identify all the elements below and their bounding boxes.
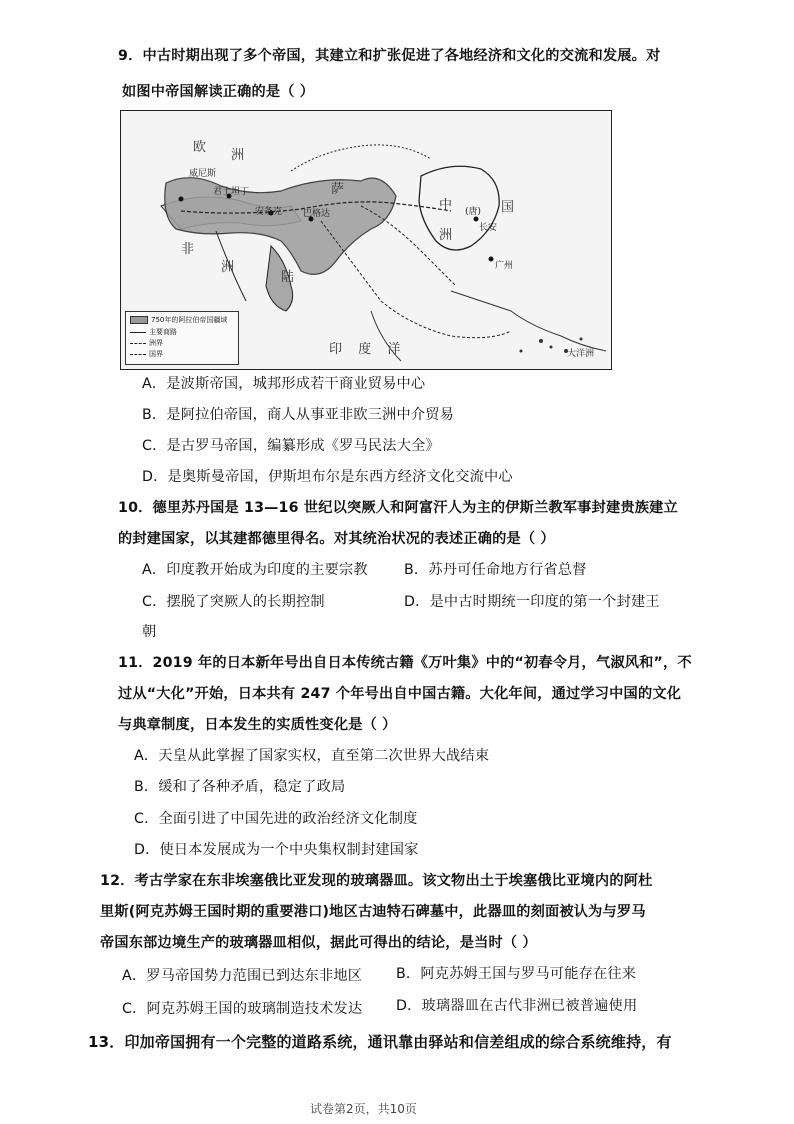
legend-line-swatch (130, 332, 146, 333)
q11-stem-line3: 与典章制度，日本发生的实质性变化是（ ） (118, 717, 397, 733)
q10-option-d-cont: 朝 (142, 624, 157, 640)
q12-stem-line1: 12．考古学家在东非埃塞俄比亚发现的玻璃器皿。该文物出土于埃塞俄比亚境内的阿杜 (100, 873, 653, 889)
map-label-dayang: 大洋洲 (567, 349, 595, 359)
legend-item1: 750年的阿拉伯帝国疆域 (151, 316, 228, 324)
map-label-guangzhou: 广州 (495, 261, 514, 271)
map-legend (125, 311, 239, 365)
map-label-zhou1: 洲 (231, 148, 251, 163)
map-label-yindu: 印 度 洋 (329, 342, 407, 357)
q10-option-a: A．印度教开始成为印度的主要宗教 (142, 562, 368, 578)
q9-stem-line1: 9．中古时期出现了多个帝国，其建立和扩张促进了各地经济和文化的交流和发展。对 (118, 48, 661, 64)
map-label-guo: 国 (501, 200, 521, 215)
q9-option-b: B．是阿拉伯帝国，商人从事亚非欧三洲中介贸易 (142, 407, 455, 423)
map-label-zhou2: 洲 (221, 260, 241, 275)
page-footer: 试卷第2页，共10页 (310, 1102, 417, 1116)
map-label-junshitanding: 君士坦丁 (213, 187, 250, 197)
q11-option-c: C．全面引进了中国先进的政治经济文化制度 (134, 811, 418, 827)
q11-option-b: B．缓和了各种矛盾，稳定了政局 (134, 779, 346, 795)
q11-option-d: D．使日本发展成为一个中央集权制封建国家 (134, 842, 419, 858)
map-label-zhou3: 洲 (439, 228, 459, 243)
q10-option-d: D．是中古时期统一印度的第一个封建王 (404, 594, 660, 610)
map-label-zhong: 中 (439, 198, 459, 213)
q10-stem-line2: 的封建国家，以其建都德里得名。对其统治状况的表述正确的是（ ） (118, 531, 555, 547)
q10-option-b: B．苏丹可任命地方行省总督 (404, 562, 587, 578)
map-label-changan: 长安 (479, 223, 498, 233)
map-label-baghdad: 巴格达 (303, 209, 331, 219)
map-label-lu: 陆 (281, 270, 301, 285)
q12-option-a: A．罗马帝国势力范围已到达东非地区 (122, 968, 363, 984)
map-label-shalun: 萨 (331, 182, 351, 197)
q12-option-b: B．阿克苏姆王国与罗马可能存在往来 (396, 966, 637, 982)
q12-stem-line3: 帝国东部边境生产的玻璃器皿相似，据此可得出的结论，是当时（ ） (100, 935, 537, 951)
legend-item4: 国界 (149, 350, 163, 358)
q12-stem-line2: 里斯(阿克苏姆王国时期的重要港口)地区古迪特石碑墓中，此器皿的刻面被认为与罗马 (100, 904, 646, 920)
q13-stem-line1: 13．印加帝国拥有一个完整的道路系统，通讯靠由驿站和信差组成的综合系统维持，有 (88, 1033, 672, 1051)
legend-item2: 主要商路 (149, 328, 177, 336)
legend-item3: 洲界 (149, 339, 163, 347)
q11-stem-line1: 11．2019 年的日本新年号出自日本传统古籍《万叶集》中的“初春令月，气淑风和”，不 (118, 655, 692, 671)
map-label-tang: (唐) (465, 207, 482, 217)
q12-option-c: C．阿克苏姆王国的玻璃制造技术发达 (122, 1001, 363, 1017)
legend-dash2-swatch (130, 354, 146, 355)
q11-option-a: A．天皇从此掌握了国家实权，直至第二次世界大战结束 (134, 748, 490, 764)
legend-fill-swatch (130, 316, 148, 324)
q9-option-a: A．是波斯帝国，城邦形成若干商业贸易中心 (142, 376, 426, 392)
q12-option-d: D．玻璃器皿在古代非洲已被普遍使用 (396, 998, 638, 1014)
q9-stem-line2: 如图中帝国解读正确的是（ ） (122, 84, 315, 100)
map-label-weinisi: 威尼斯 (189, 169, 217, 179)
arab-empire-map (120, 110, 612, 370)
legend-dash-swatch (130, 343, 146, 344)
q10-option-c: C．摆脱了突厥人的长期控制 (142, 594, 325, 610)
map-label-ou: 欧 (193, 140, 213, 155)
map-label-fei: 非 (181, 242, 201, 257)
q10-stem-line1: 10．德里苏丹国是 13—16 世纪以突厥人和阿富汗人为主的伊斯兰教军事封建贵族建立 (118, 500, 678, 516)
map-label-andiaoke: 安条克 (255, 207, 283, 217)
q9-option-c: C．是古罗马帝国，编纂形成《罗马民法大全》 (142, 438, 440, 454)
q11-stem-line2: 过从“大化”开始，日本共有 247 个年号出自中国古籍。大化年间，通过学习中国的文化 (118, 686, 682, 702)
q9-option-d: D．是奥斯曼帝国，伊斯坦布尔是东西方经济文化交流中心 (142, 469, 513, 485)
